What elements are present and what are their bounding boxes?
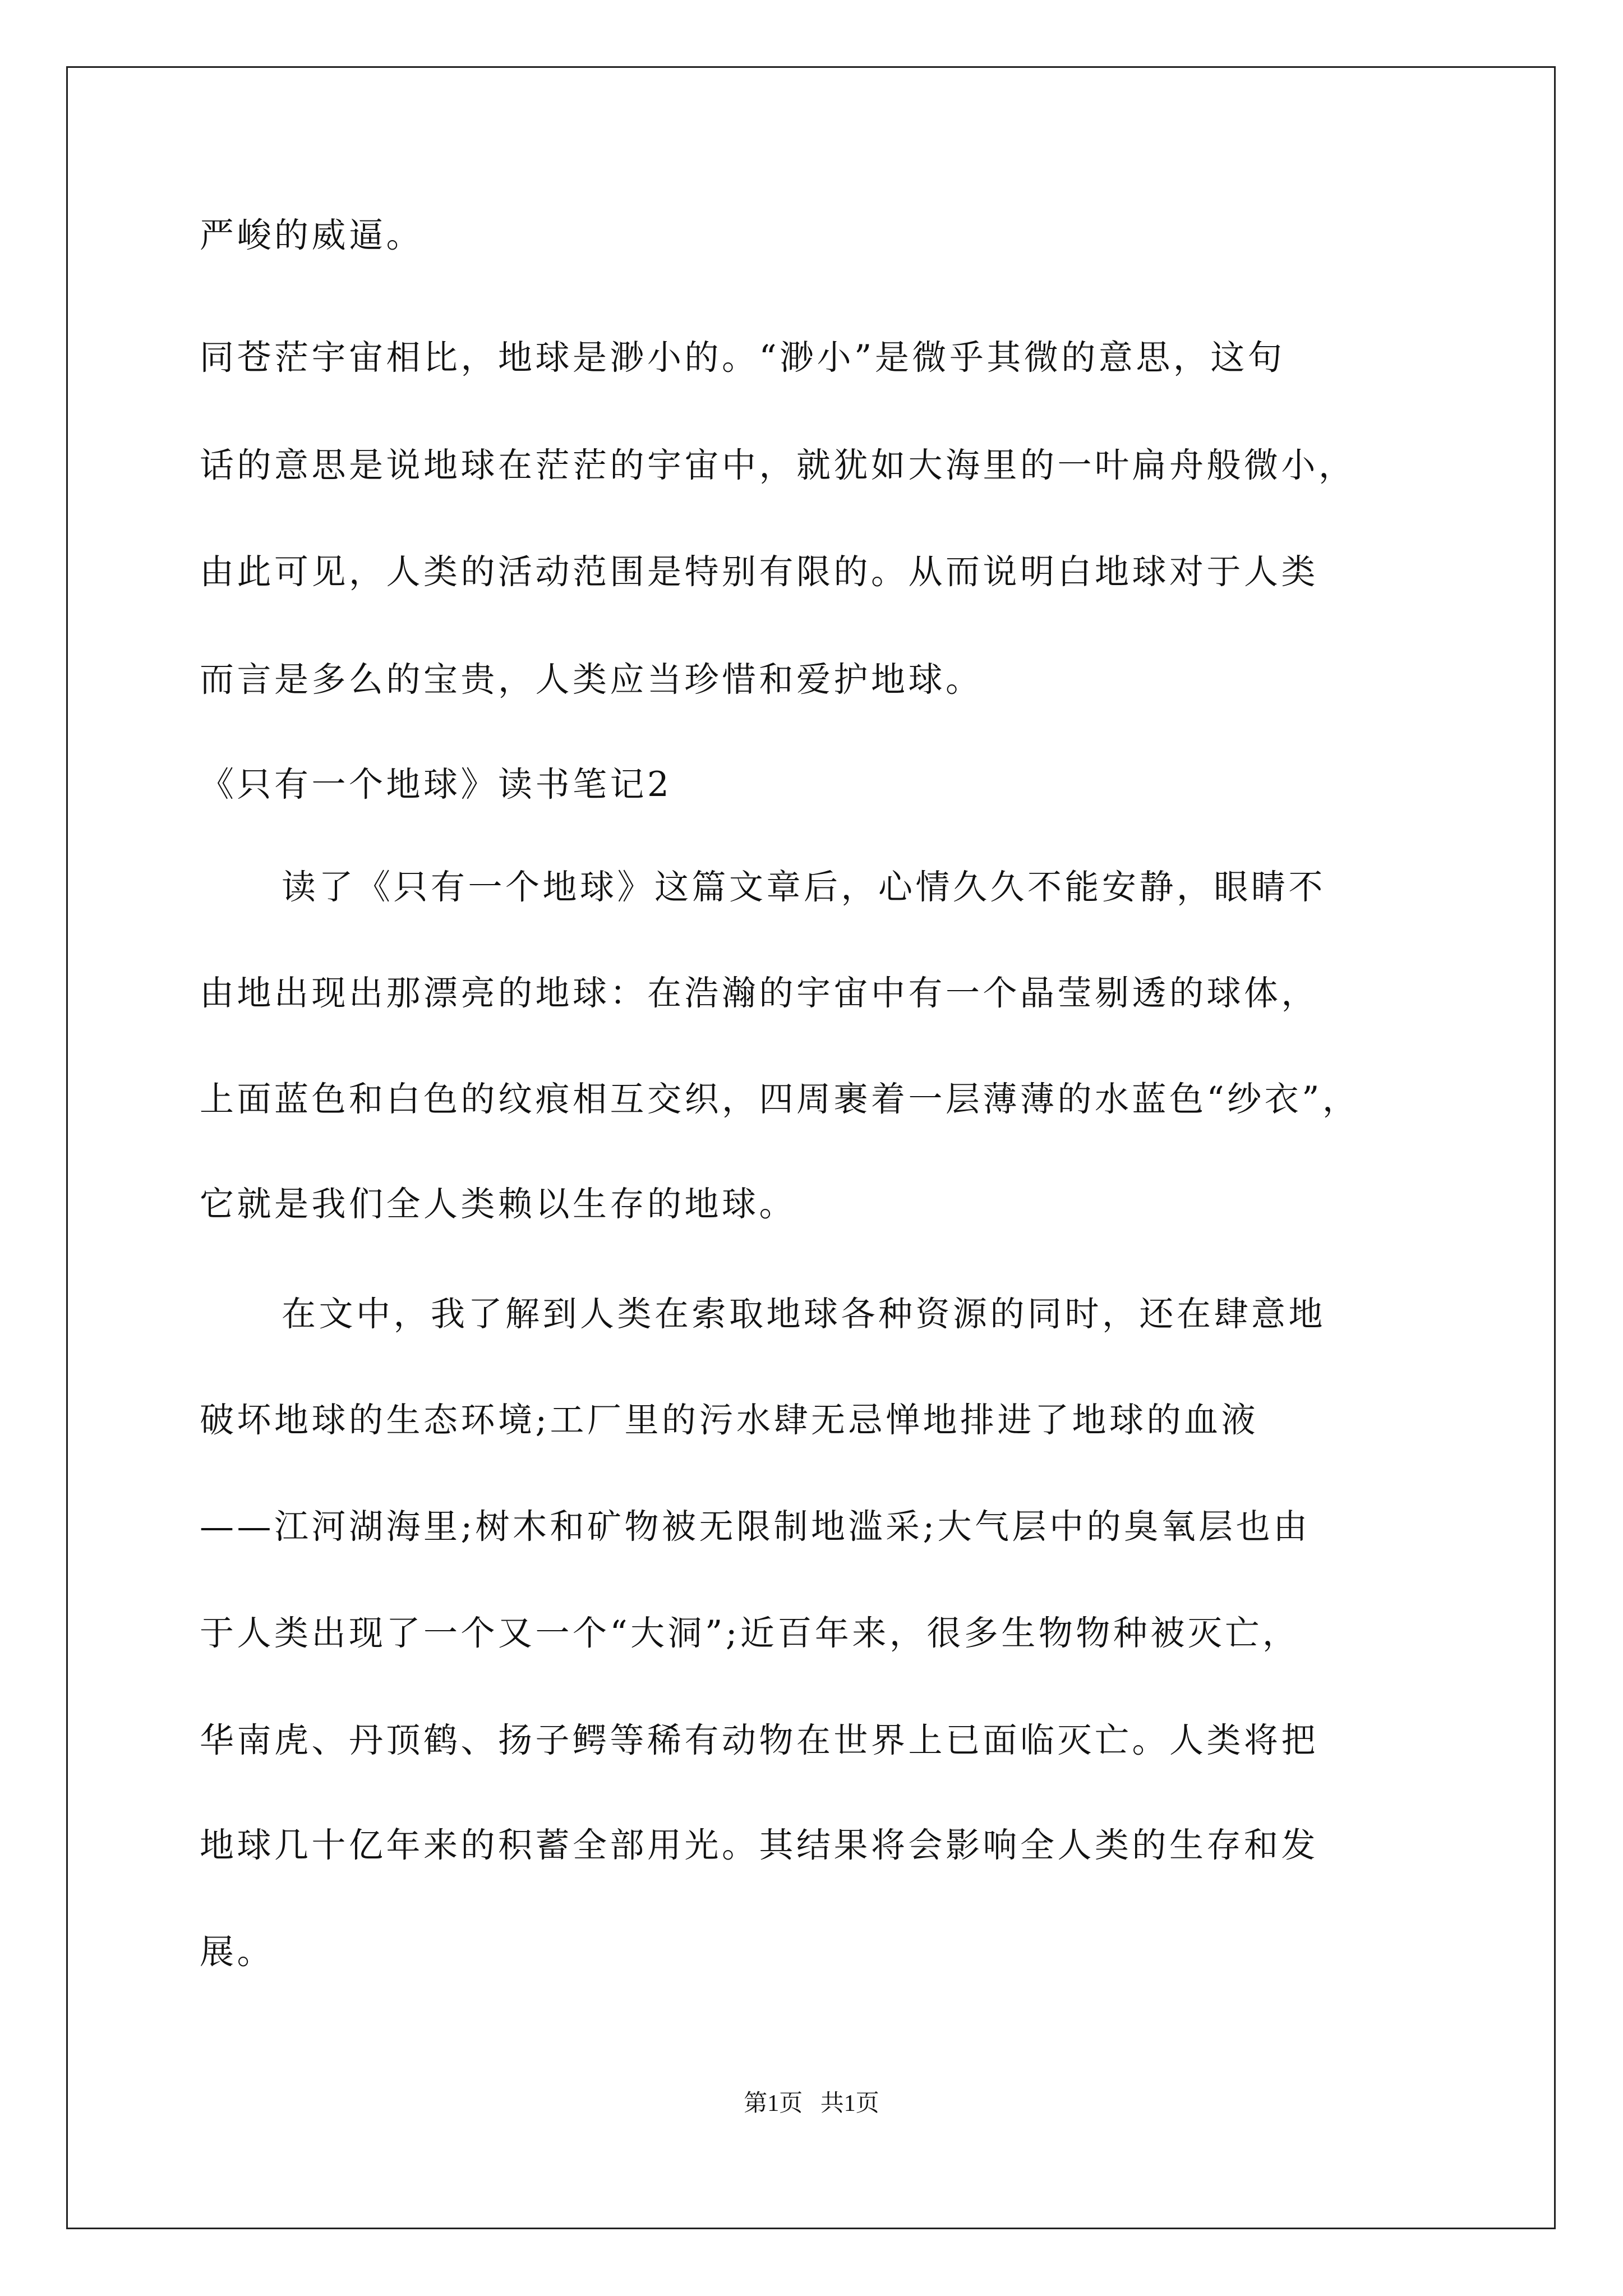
text-line: 严峻的威逼。 bbox=[200, 215, 424, 255]
text-line: 破坏地球的生态环境;工厂里的污水肆无忌惮地排进了地球的血液 bbox=[200, 1400, 1259, 1440]
page-frame bbox=[66, 66, 1556, 2229]
text-line: 上面蓝色和白色的纹痕相互交织，四周裹着一层薄薄的水蓝色“纱衣”， bbox=[200, 1079, 1360, 1119]
text-line: 它就是我们全人类赖以生存的地球。 bbox=[200, 1184, 797, 1224]
text-line: 展。 bbox=[200, 1932, 275, 1972]
text-line: 同苍茫宇宙相比，地球是渺小的。“渺小”是微乎其微的意思，这句 bbox=[200, 338, 1285, 378]
text-line: 而言是多么的宝贵，人类应当珍惜和爱护地球。 bbox=[200, 660, 983, 700]
page-number-footer: 第1页 共1页 bbox=[744, 2091, 879, 2116]
text-line: 由地出现出那漂亮的地球：在浩瀚的宇宙中有一个晶莹剔透的球体， bbox=[200, 973, 1319, 1013]
text-line: 读了《只有一个地球》这篇文章后，心情久久不能安静，眼睛不 bbox=[282, 867, 1326, 907]
text-line: 在文中，我了解到人类在索取地球各种资源的同时，还在肆意地 bbox=[282, 1294, 1326, 1334]
section-heading: 《只有一个地球》读书笔记2 bbox=[200, 765, 672, 804]
text-line: 地球几十亿年来的积蓄全部用光。其结果将会影响全人类的生存和发 bbox=[200, 1825, 1319, 1865]
text-line: 由此可见，人类的活动范围是特别有限的。从而说明白地球对于人类 bbox=[200, 552, 1319, 592]
text-line: 于人类出现了一个又一个“大洞”;近百年来，很多生物物种被灭亡， bbox=[200, 1613, 1300, 1653]
text-line: 话的意思是说地球在茫茫的宇宙中，就犹如大海里的一叶扁舟般微小， bbox=[200, 445, 1356, 485]
text-line: ——江河湖海里;树木和矿物被无限制地滥采;大气层中的臭氧层也由 bbox=[200, 1507, 1311, 1547]
text-line: 华南虎、丹顶鹤、扬子鳄等稀有动物在世界上已面临灭亡。人类将把 bbox=[200, 1720, 1319, 1760]
